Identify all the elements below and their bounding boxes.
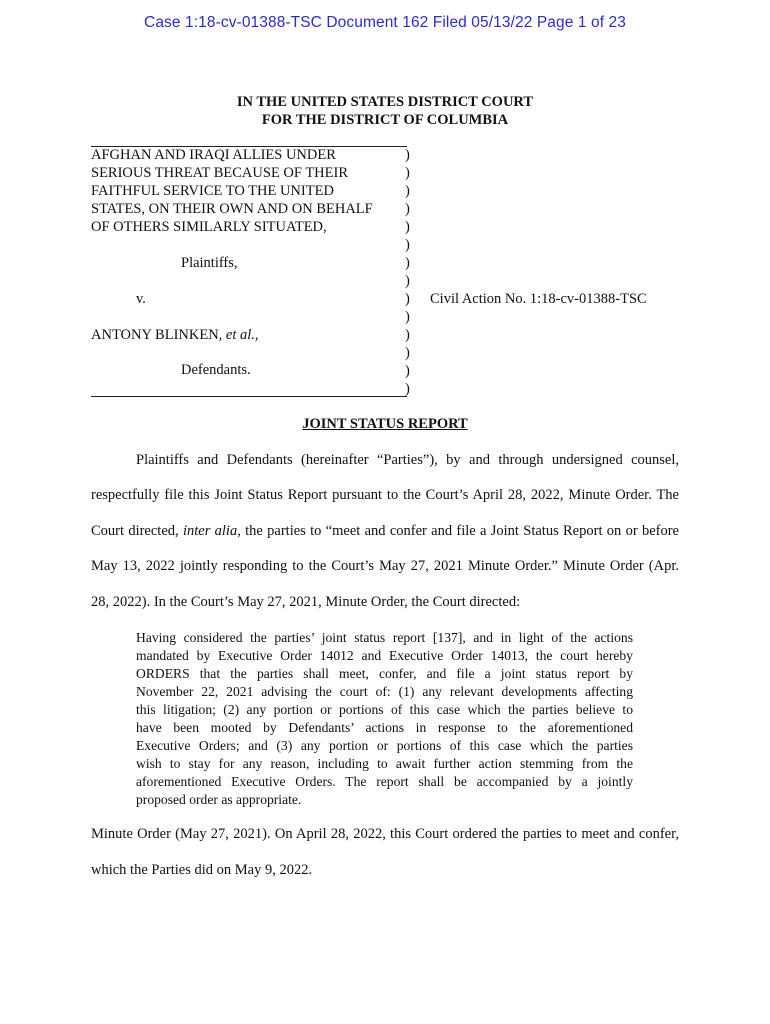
quote-line: proposed order as appropriate. xyxy=(136,792,302,807)
caption-paren: ) xyxy=(405,291,410,307)
plaintiff-line: AFGHAN AND IRAQI ALLIES UNDER xyxy=(91,147,336,163)
defendant-etal: et al. xyxy=(225,327,255,343)
quote-line: ORDERS that the parties shall meet, confer, and file a joint status report by xyxy=(136,666,633,681)
quote-line: Executive Orders; and (3) any portion or portions of this case which the parties xyxy=(136,738,633,753)
caption-paren: ) xyxy=(405,237,410,253)
caption-paren: ) xyxy=(405,165,410,181)
body-line-3-end: , the parties to “meet and confer and file a Joint Status Report on or before xyxy=(237,523,679,539)
plaintiffs-label: Plaintiffs, xyxy=(181,255,238,271)
caption-bottom-rule xyxy=(91,396,407,397)
caption-paren: ) xyxy=(405,381,410,397)
quote-line: mandated by Executive Order 14012 and Executive Order 14013, the court hereby xyxy=(136,648,633,663)
caption-paren: ) xyxy=(405,273,410,289)
body-line-5: 28, 2022). In the Court’s May 27, 2021, Minute Order, the Court directed: xyxy=(91,594,521,610)
after-quote-line-2: which the Parties did on May 9, 2022. xyxy=(91,862,313,878)
caption-paren: ) xyxy=(405,183,410,199)
defendant-comma: , xyxy=(254,327,259,343)
ecf-header-stamp: Case 1:18-cv-01388-TSC Document 162 Filed 05/13/22 Page 1 of 23 xyxy=(144,14,626,31)
report-title: JOINT STATUS REPORT xyxy=(302,416,468,432)
plaintiff-line: STATES, ON THEIR OWN AND ON BEHALF xyxy=(91,201,373,217)
caption-paren: ) xyxy=(405,345,410,361)
caption-paren: ) xyxy=(405,219,410,235)
quote-line: aforementioned Executive Orders. The report shall be accompanied by a jointly xyxy=(136,774,633,789)
body-line-3-start: Court directed, xyxy=(91,523,183,539)
court-title-line2: FOR THE DISTRICT OF COLUMBIA xyxy=(261,112,509,128)
plaintiff-line: OF OTHERS SIMILARLY SITUATED, xyxy=(91,219,327,235)
quote-line: Having considered the parties’ joint status report [137], and in light of the actions xyxy=(136,630,633,645)
body-line-3 xyxy=(91,523,679,540)
quote-line: have been mooted by Defendants’ actions in response to the aforementioned xyxy=(136,720,633,735)
civil-action-number: Civil Action No. 1:18-cv-01388-TSC xyxy=(430,291,647,307)
versus-label: v. xyxy=(136,291,146,307)
plaintiff-line: SERIOUS THREAT BECAUSE OF THEIR xyxy=(91,165,349,181)
caption-paren: ) xyxy=(405,147,410,163)
quote-line: this litigation; (2) any portion or portions of this case which the parties believe to xyxy=(136,702,633,717)
caption-paren: ) xyxy=(405,327,410,343)
court-title-line1: IN THE UNITED STATES DISTRICT COURT xyxy=(236,94,534,110)
quote-line: November 22, 2021 advising the court of: (1) any relevant developments affecting xyxy=(136,684,633,699)
caption-paren: ) xyxy=(405,309,410,325)
body-line-2: respectfully file this Joint Status Report pursuant to the Court’s April 28, 2022, Minute Order. The xyxy=(91,487,679,503)
caption-paren: ) xyxy=(405,363,410,379)
defendants-label: Defendants. xyxy=(181,362,251,378)
plaintiff-line: FAITHFUL SERVICE TO THE UNITED xyxy=(91,183,334,199)
after-quote-line-1: Minute Order (May 27, 2021). On April 28, 2022, this Court ordered the parties to meet and confer, xyxy=(91,826,679,842)
defendant-name-text: ANTONY BLINKEN, xyxy=(91,327,226,343)
defendant-name xyxy=(91,327,259,344)
body-line-4: May 13, 2022 jointly responding to the Court’s May 27, 2021 Minute Order.” Minute Order (Apr. xyxy=(91,558,679,574)
caption-paren: ) xyxy=(405,201,410,217)
body-line-1: Plaintiffs and Defendants (hereinafter “Parties”), by and through undersigned counsel, xyxy=(136,452,679,468)
quote-line: wish to stay for any reason, including to await further action stemming from the xyxy=(136,756,633,771)
inter-alia: inter alia xyxy=(182,523,238,539)
caption-paren: ) xyxy=(405,255,410,271)
